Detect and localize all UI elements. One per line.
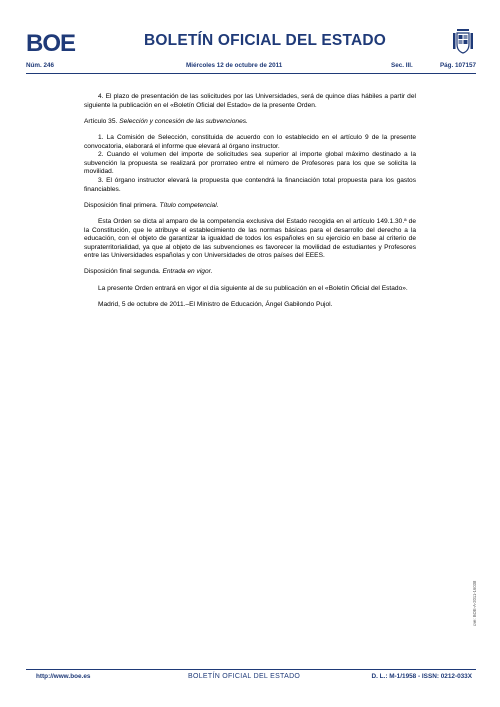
document-body	[84, 93, 416, 317]
paragraph-comision: 1. La Comisión de Selección, constituida de acuerdo con lo establecido en el artículo 9 de la presente convocatoria, elaborará el informe que elevará al órgano instructor.	[84, 133, 416, 150]
article-35-label: Artículo 35.	[84, 117, 118, 125]
paragraph-competencia: Esta Orden se dicta al amparo de la competencia exclusiva del Estado recogida en el artículo 149.1.30.ª de la Constitución, que le atribuye el establecimiento de las normas básicas para el desarrollo del derecho a la educación, con el objeto de garantizar la igualdad de todos los españoles en su ejercicio en base al criterio de supraterritorialidad, ya que al objeto de las subvenciones es favorecer la movilidad de estudiantes y Profesores entre las Universidades españolas y con Universidades de otros países del EEES.	[84, 217, 416, 260]
page-number: Pág. 107157	[439, 62, 476, 69]
article-35-heading	[84, 118, 416, 127]
final-provision-1-label: Disposición final primera.	[84, 201, 158, 209]
paragraph-vigor: La presente Orden entrará en vigor el día siguiente al de su publicación en el «Boletín Oficial del Estado».	[98, 284, 408, 292]
section-label: Sec. III.	[391, 62, 413, 69]
final-provision-2-heading	[84, 268, 416, 277]
paragraph-organo: 3. El órgano instructor elevará la propuesta que contendrá la financiación total propuesta para los gastos financiables.	[84, 176, 416, 193]
coat-of-arms-icon	[450, 26, 476, 56]
paragraph-plazo: 4. El plazo de presentación de las solicitudes por las Universidades, será de quince días hábiles a partir del siguiente la publicación en el «Boletín Oficial del Estado» de la presente Orden.	[84, 93, 416, 109]
paragraph-importe: 2. Cuando el volumen del importe de solicitudes sea superior al importe global máximo destinado a la subvención la propuesta se realizará por prorrateo entre el número de Profesores para los que se solicita la movilidad.	[84, 151, 416, 176]
header-rule	[26, 73, 476, 74]
final-provision-2-label: Disposición final segunda.	[84, 268, 161, 276]
page-header	[26, 26, 476, 62]
footer-title: BOLETÍN OFICIAL DEL ESTADO	[188, 673, 301, 680]
issue-date: Miércoles 12 de octubre de 2011	[186, 62, 283, 69]
issue-meta-bar	[26, 62, 476, 73]
footer-legal-deposit: D. L.: M-1/1958 - ISSN: 0212-033X	[371, 673, 472, 680]
page-footer	[26, 673, 476, 685]
signature-line: Madrid, 5 de octubre de 2011.–El Ministro de Educación, Ángel Gabilondo Pujol.	[98, 300, 333, 308]
footer-url-link[interactable]: http://www.boe.es	[36, 673, 91, 680]
verification-code: cve: BOE-A-2011-16038	[472, 580, 477, 626]
footer-rule	[26, 669, 476, 670]
page-title: BOLETÍN OFICIAL DEL ESTADO	[144, 32, 387, 49]
final-provision-1-heading	[84, 202, 416, 211]
article-35-title: Selección y concesión de las subvenciones.	[119, 117, 248, 125]
svg-text:BOE: BOE	[26, 30, 76, 55]
issue-number: Núm. 246	[26, 62, 54, 69]
final-provision-2-title: Entrada en vigor.	[162, 268, 213, 276]
boe-logo	[26, 29, 78, 55]
final-provision-1-title: Título competencial.	[159, 201, 219, 209]
